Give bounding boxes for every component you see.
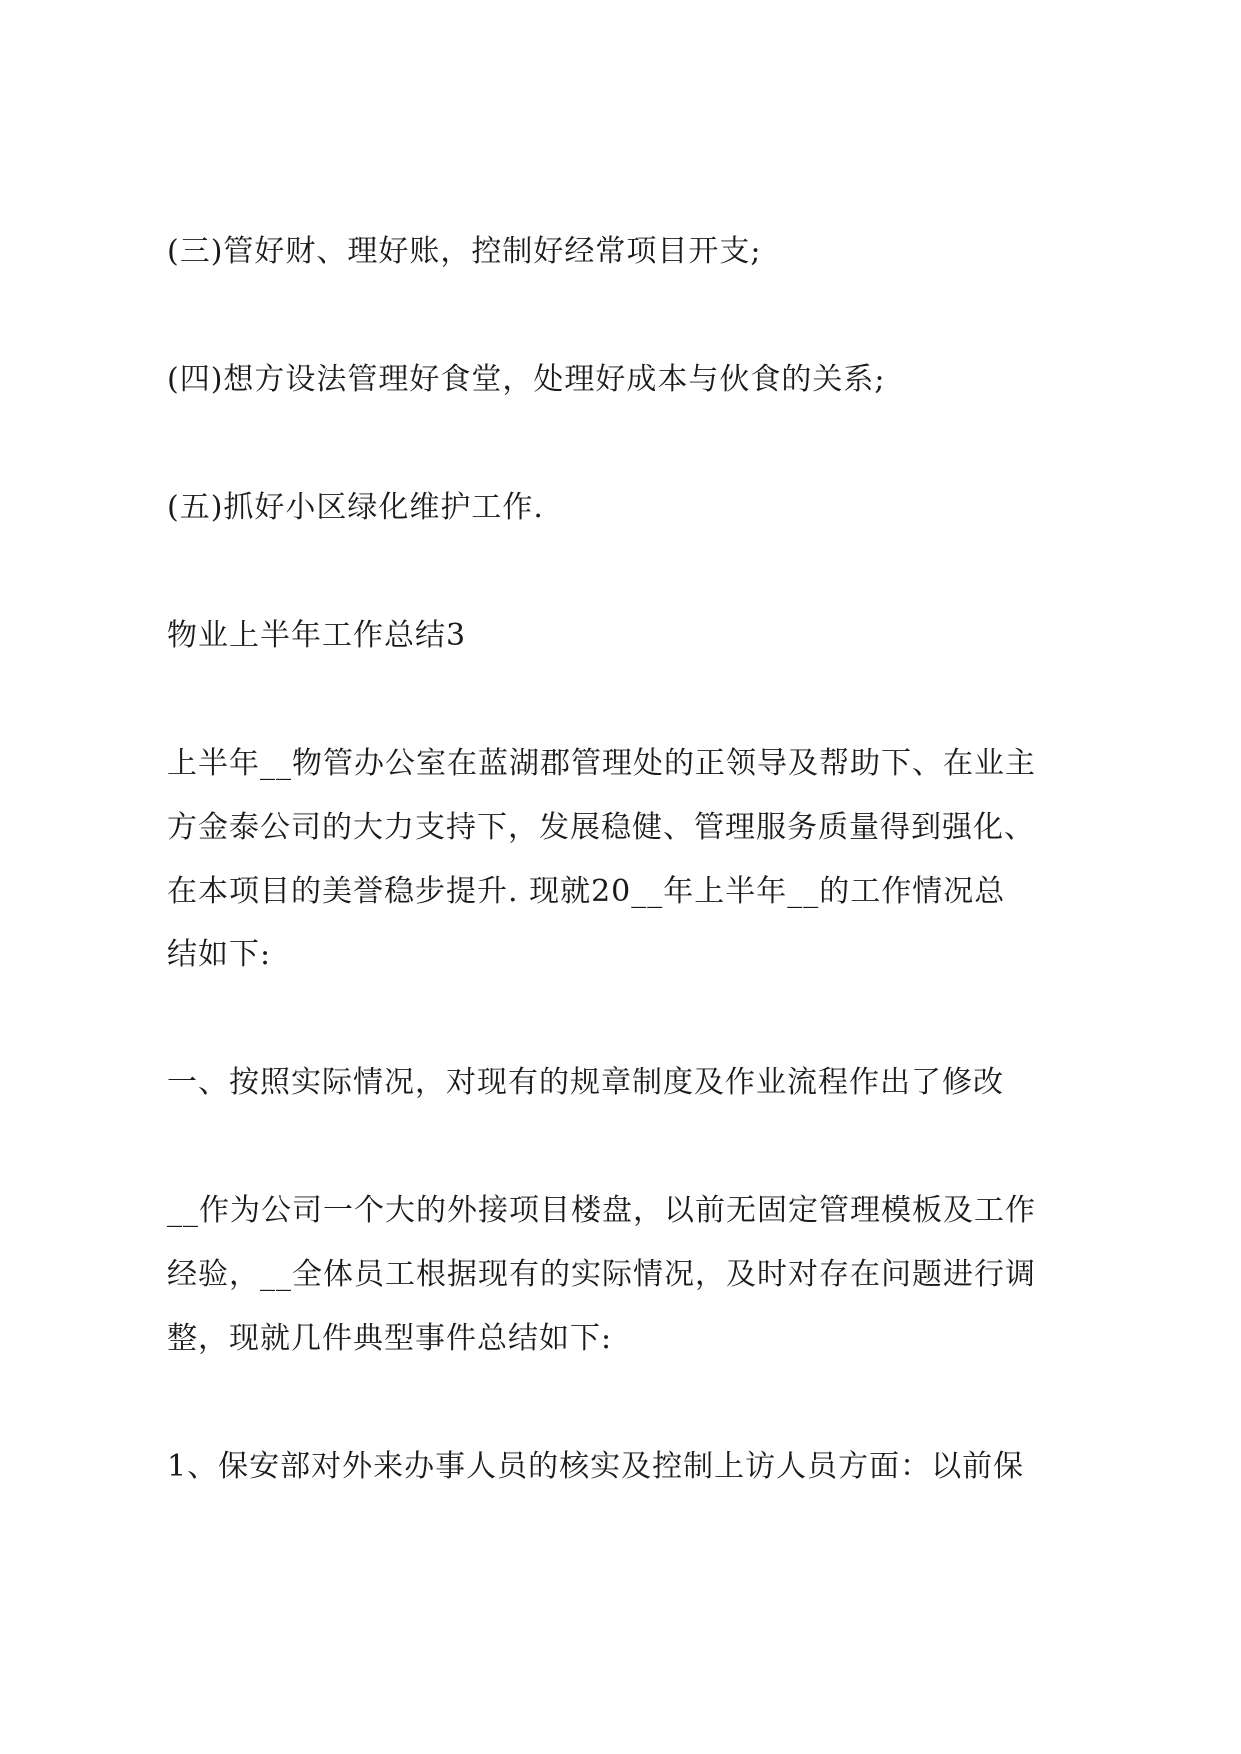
text-line: 经验，__全体员工根据现有的实际情况，及时对存在问题进行调 [167, 1257, 1036, 1292]
text-line: (三)管好财、理好账，控制好经常项目开支; [167, 234, 762, 269]
text-line: (四)想方设法管理好食堂，处理好成本与伙食的关系; [167, 362, 886, 397]
text-line: __作为公司一个大的外接项目楼盘，以前无固定管理模板及工作 [167, 1193, 1036, 1228]
text-line: 整，现就几件典型事件总结如下: [167, 1321, 613, 1356]
text-line: 在本项目的美誉稳步提升. 现就20__年上半年__的工作情况总 [167, 874, 1006, 909]
text-line: 方金泰公司的大力支持下，发展稳健、管理服务质量得到强化、 [167, 810, 1035, 845]
text-line: 结如下: [167, 937, 272, 972]
text-line: 一、按照实际情况，对现有的规章制度及作业流程作出了修改 [167, 1065, 1004, 1100]
text-line: 上半年__物管办公室在蓝湖郡管理处的正领导及帮助下、在业主 [167, 746, 1036, 781]
section-heading: 物业上半年工作总结3 [167, 618, 467, 653]
text-line: (五)抓好小区绿化维护工作. [167, 490, 544, 525]
text-line: 1、保安部对外来办事人员的核实及控制上访人员方面：以前保 [167, 1449, 1025, 1484]
